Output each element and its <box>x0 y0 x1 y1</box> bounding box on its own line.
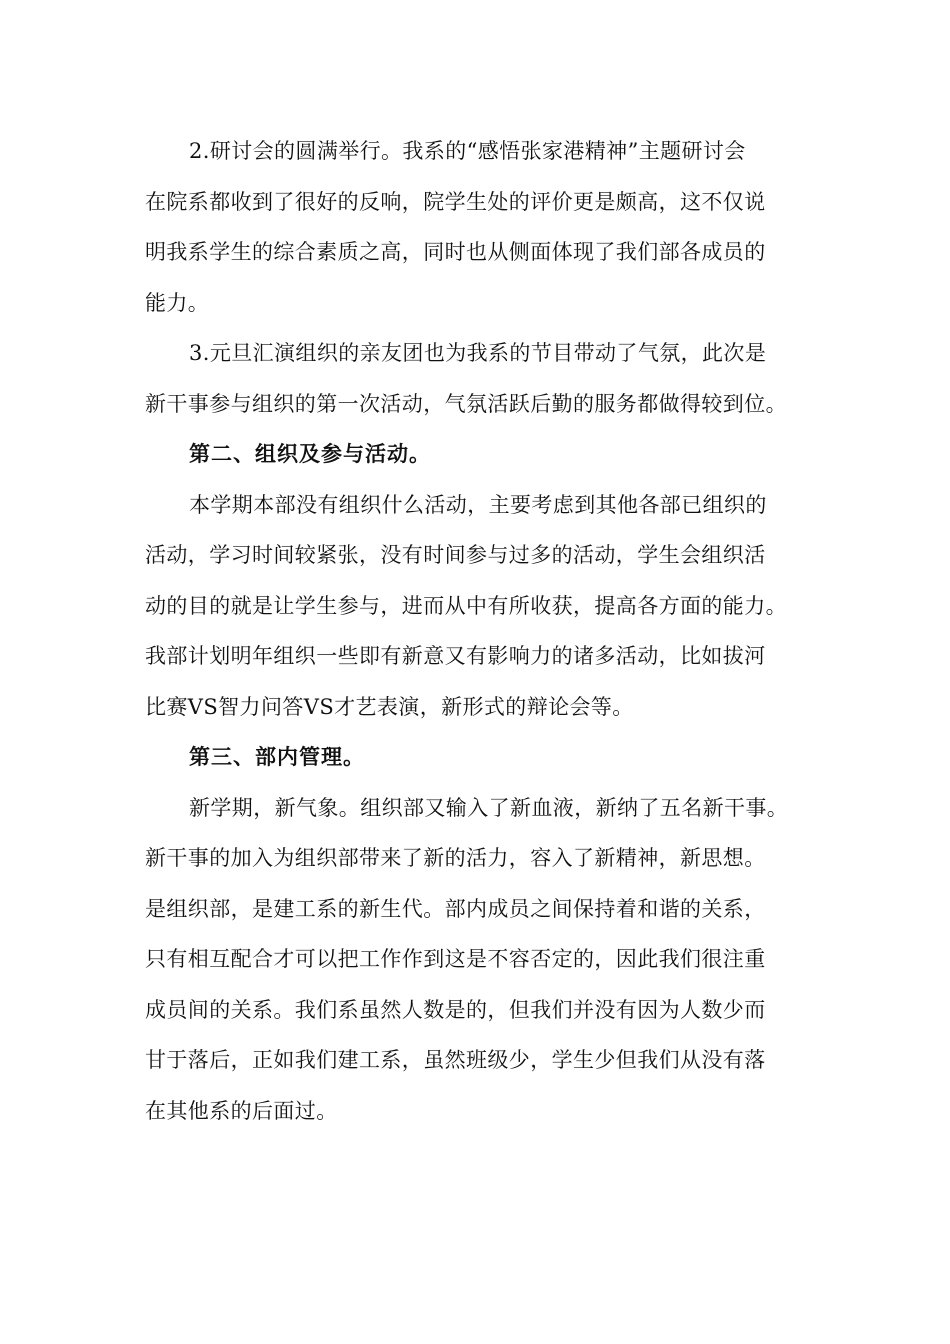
paragraph-line: 在院系都收到了很好的反响，院学生处的评价更是颇高，这不仅说 <box>145 189 766 214</box>
paragraph-line: 活动，学习时间较紧张，没有时间参与过多的活动，学生会组织活 <box>145 543 766 567</box>
paragraph-line: 成员间的关系。我们系虽然人数是的，但我们并没有因为人数少而 <box>145 997 766 1022</box>
paragraph-line: 在其他系的后面过。 <box>145 1098 338 1123</box>
document-body <box>145 126 805 1136</box>
paragraph-line: 只有相互配合才可以把工作作到这是不容否定的，因此我们很注重 <box>145 947 766 971</box>
paragraph-line: 比赛VS智力问答VS才艺表演，新形式的辩论会等。 <box>145 694 634 719</box>
paragraph-line: 我部计划明年组织一些即有新意又有影响力的诸多活动，比如拔河 <box>145 644 766 668</box>
paragraph-line: 明我系学生的综合素质之高，同时也从侧面体现了我们部各成员的 <box>145 240 766 264</box>
paragraph-line: 甘于落后，正如我们建工系，虽然班级少，学生少但我们从没有落 <box>145 1048 766 1072</box>
paragraph-line: 新干事参与组织的第一次活动，气氛活跃后勤的服务都做得较到位。 <box>145 391 787 416</box>
paragraph-line: 能力。 <box>145 290 210 315</box>
paragraph-line: 动的目的就是让学生参与，进而从中有所收获，提高各方面的能力。 <box>145 593 787 618</box>
paragraph-line: 是组织部，是建工系的新生代。部内成员之间保持着和谐的关系， <box>145 896 766 921</box>
section-heading: 第三、部内管理。 <box>189 745 365 769</box>
section-heading: 第二、组织及参与活动。 <box>189 442 431 466</box>
paragraph-line: 新干事的加入为组织部带来了新的活力，容入了新精神，新思想。 <box>145 846 766 870</box>
paragraph-line: 2.研讨会的圆满举行。我系的“感悟张家港精神”主题研讨会 <box>189 139 746 163</box>
paragraph-line: 3.元旦汇演组织的亲友团也为我系的节目带动了气氛，此次是 <box>189 341 767 365</box>
paragraph-line: 新学期，新气象。组织部又输入了新血液，新纳了五名新干事。 <box>189 795 789 820</box>
paragraph-line: 本学期本部没有组织什么活动，主要考虑到其他各部已组织的 <box>189 492 767 517</box>
